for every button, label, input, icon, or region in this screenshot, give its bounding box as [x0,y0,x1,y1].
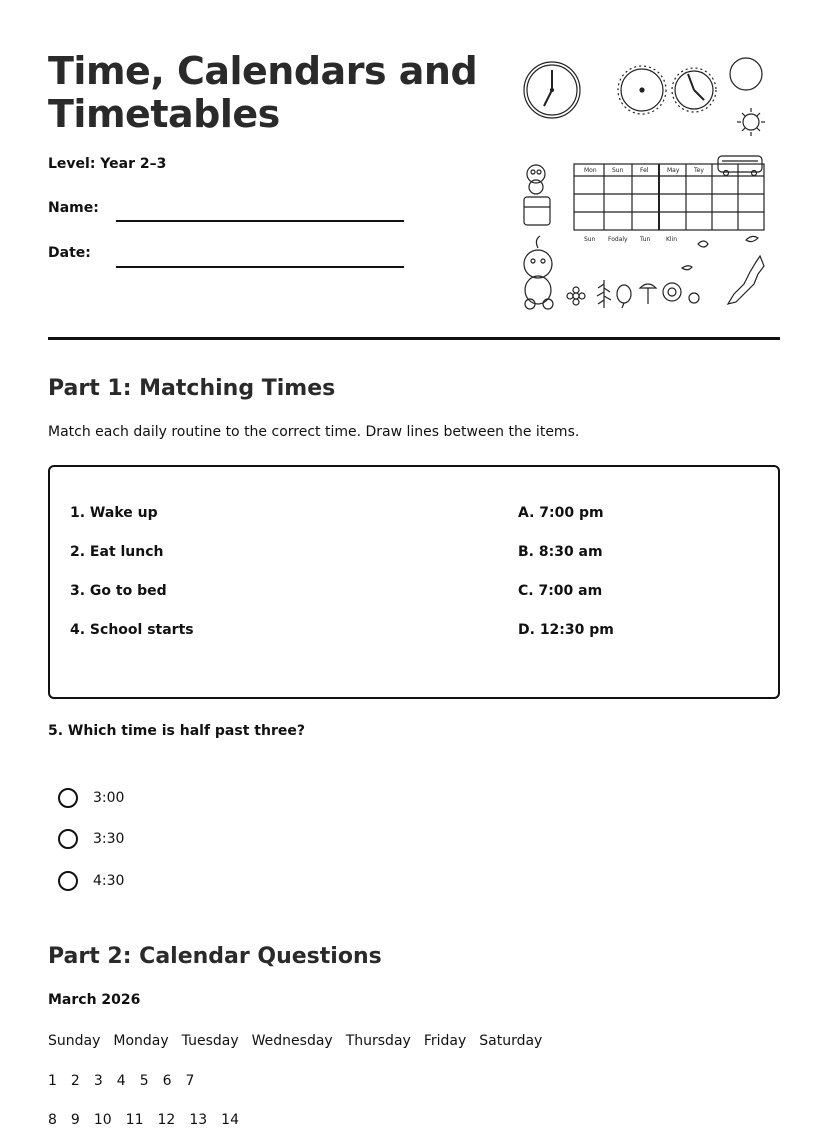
day-name: Tuesday [181,1033,239,1049]
option-label: 3:30 [93,831,125,847]
level-label: Level: Year 2–3 [48,156,167,172]
grid-header: Fel [640,167,649,174]
calendar-date: 14 [221,1112,239,1128]
date-label: Date: [48,245,91,261]
time-item[interactable]: D. 12:30 pm [518,622,614,638]
owl-icon [527,165,545,194]
calendar-date: 6 [162,1073,172,1089]
grid-footer: Klin [666,236,678,243]
grid-header: Sun [612,167,624,174]
day-name: Sunday [48,1033,101,1049]
new-zealand-map-icon [728,256,764,304]
bus-icon [718,156,762,176]
option-label: 4:30 [93,873,125,889]
calendar-date: 11 [125,1112,144,1128]
part2-heading: Part 2: Calendar Questions [48,944,382,969]
fern-icon [597,280,611,308]
option-label: 3:00 [93,790,125,806]
grid-header: May [667,167,680,174]
time-item[interactable]: C. 7:00 am [518,583,603,599]
calendar-week [48,1112,239,1128]
day-name: Monday [113,1033,169,1049]
grid-header: Mon [584,167,597,174]
day-name: Saturday [479,1033,543,1049]
sun-icon [737,108,765,136]
leaf-icon [682,266,692,270]
matching-box [48,465,780,699]
day-name: Thursday [345,1033,411,1049]
calendar-date: 8 [48,1112,57,1128]
calendar-date: 10 [93,1112,112,1128]
answer-option[interactable] [58,786,124,810]
calendar-date: 7 [185,1073,195,1089]
leaf-icon [746,236,758,241]
time-item[interactable]: B. 8:30 am [518,544,603,560]
calendar-date: 4 [116,1073,126,1089]
calendar-date: 2 [70,1073,80,1089]
mushroom-icon [640,284,656,304]
radio-button[interactable] [58,829,78,849]
teddy-bear-icon [524,236,553,309]
answer-option[interactable] [58,869,124,893]
moon-icon [730,58,762,90]
calendar-month: March 2026 [48,992,141,1008]
calendar-date: 9 [70,1112,80,1128]
analog-clock-icon [672,68,716,112]
kiwi-bird-icon [617,285,631,308]
worksheet-title: Time, Calendars and Timetables [48,49,478,136]
grid-footer: Sun [584,236,596,243]
grid-footer: Tun [640,236,651,243]
grid-header: Tey [694,167,704,174]
time-item[interactable]: A. 7:00 pm [518,505,604,521]
radio-button[interactable] [58,871,78,891]
calendar-date: 1 [48,1073,57,1089]
name-field[interactable] [116,220,404,222]
calendar-date: 5 [139,1073,149,1089]
date-field[interactable] [116,266,404,268]
part1-instruction: Match each daily routine to the correct time. Draw lines between the items. [48,424,580,440]
calendar-date: 12 [157,1112,176,1128]
calendar-day-names [48,1033,542,1049]
worksheet-illustration [514,52,780,314]
flower-icon [663,283,699,303]
analog-clock-icon [618,66,666,114]
part1-heading: Part 1: Matching Times [48,376,336,401]
routine-item[interactable]: 4. School starts [70,622,194,638]
calendar-date: 3 [93,1073,103,1089]
leaf-icon [698,241,708,247]
calendar-date: 13 [189,1112,208,1128]
day-name: Wednesday [251,1033,333,1049]
header-divider [48,337,780,340]
routine-item[interactable]: 1. Wake up [70,505,158,521]
answer-option[interactable] [58,827,124,851]
backpack-icon [524,197,550,225]
routine-item[interactable]: 3. Go to bed [70,583,167,599]
grid-footer: Fodaly [608,236,628,243]
routine-item[interactable]: 2. Eat lunch [70,544,164,560]
day-name: Friday [423,1033,467,1049]
radio-button[interactable] [58,788,78,808]
name-label: Name: [48,200,99,216]
calendar-week [48,1073,194,1089]
question5-prompt: 5. Which time is half past three? [48,723,305,739]
analog-clock-icon [524,62,580,118]
flower-icon [567,287,585,305]
